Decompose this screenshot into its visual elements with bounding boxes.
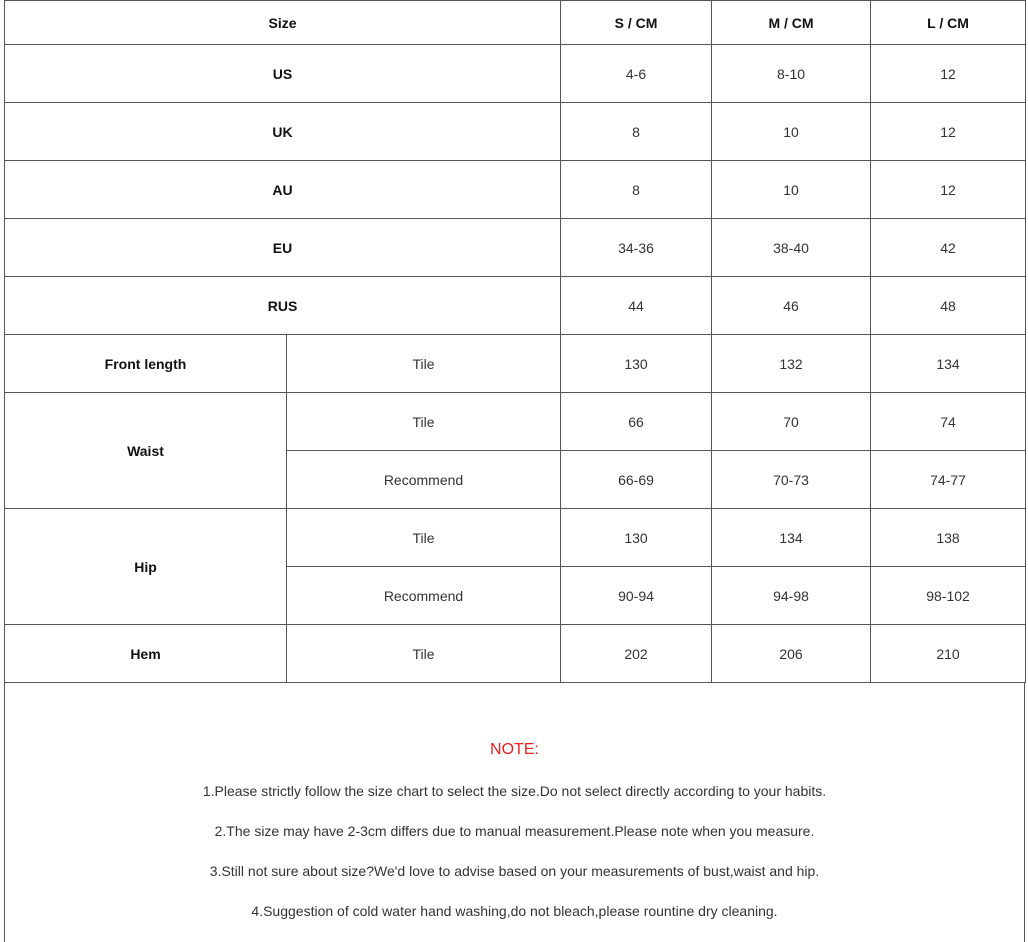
table-row-us (5, 45, 1026, 103)
table-row-front-length (5, 335, 1026, 393)
cell-s: 8 (561, 161, 712, 219)
cell-m: 94-98 (712, 567, 871, 625)
row-label: RUS (5, 277, 561, 335)
cell-s: 202 (561, 625, 712, 683)
row-label: Waist (5, 393, 287, 509)
measure-type: Recommend (287, 567, 561, 625)
cell-s: 34-36 (561, 219, 712, 277)
measure-type: Tile (287, 509, 561, 567)
cell-l: 12 (871, 103, 1026, 161)
row-label: UK (5, 103, 561, 161)
cell-l: 42 (871, 219, 1026, 277)
table-row-eu (5, 219, 1026, 277)
note-line-4: 4.Suggestion of cold water hand washing,do not bleach,please rountine dry cleaning. (251, 903, 778, 919)
cell-l: 12 (871, 161, 1026, 219)
cell-s: 8 (561, 103, 712, 161)
note-line-2: 2.The size may have 2-3cm differs due to manual measurement.Please note when you measure. (214, 823, 815, 839)
cell-m: 134 (712, 509, 871, 567)
header-l: L / CM (871, 1, 1026, 45)
note-line-3: 3.Still not sure about size?We'd love to advise based on your measurements of bust,waist and hip. (209, 863, 820, 879)
cell-m: 70 (712, 393, 871, 451)
cell-m: 10 (712, 103, 871, 161)
measure-type: Tile (287, 393, 561, 451)
cell-l: 138 (871, 509, 1026, 567)
cell-s: 66-69 (561, 451, 712, 509)
row-label: Front length (5, 335, 287, 393)
cell-l: 134 (871, 335, 1026, 393)
cell-l: 98-102 (871, 567, 1026, 625)
note-section (4, 682, 1025, 942)
size-chart-table (4, 0, 1026, 683)
table-row-uk (5, 103, 1026, 161)
cell-l: 210 (871, 625, 1026, 683)
header-s: S / CM (561, 1, 712, 45)
row-label: AU (5, 161, 561, 219)
cell-s: 130 (561, 509, 712, 567)
cell-l: 12 (871, 45, 1026, 103)
cell-m: 206 (712, 625, 871, 683)
table-row-hip-tile (5, 509, 1026, 567)
cell-s: 130 (561, 335, 712, 393)
cell-m: 70-73 (712, 451, 871, 509)
row-label: EU (5, 219, 561, 277)
measure-type: Tile (287, 335, 561, 393)
cell-m: 38-40 (712, 219, 871, 277)
note-title: NOTE: (490, 741, 539, 758)
table-row-au (5, 161, 1026, 219)
header-size: Size (5, 1, 561, 45)
table-row-rus (5, 277, 1026, 335)
cell-l: 74 (871, 393, 1026, 451)
table-row-hem (5, 625, 1026, 683)
cell-m: 10 (712, 161, 871, 219)
row-label: US (5, 45, 561, 103)
cell-m: 132 (712, 335, 871, 393)
cell-l: 74-77 (871, 451, 1026, 509)
cell-m: 8-10 (712, 45, 871, 103)
table-header-row (5, 1, 1026, 45)
table-row-waist-tile (5, 393, 1026, 451)
cell-s: 44 (561, 277, 712, 335)
cell-s: 66 (561, 393, 712, 451)
cell-m: 46 (712, 277, 871, 335)
row-label: Hip (5, 509, 287, 625)
measure-type: Tile (287, 625, 561, 683)
cell-s: 4-6 (561, 45, 712, 103)
cell-s: 90-94 (561, 567, 712, 625)
cell-l: 48 (871, 277, 1026, 335)
row-label: Hem (5, 625, 287, 683)
header-m: M / CM (712, 1, 871, 45)
note-line-1: 1.Please strictly follow the size chart to select the size.Do not select directly according to your habits. (202, 783, 827, 799)
measure-type: Recommend (287, 451, 561, 509)
